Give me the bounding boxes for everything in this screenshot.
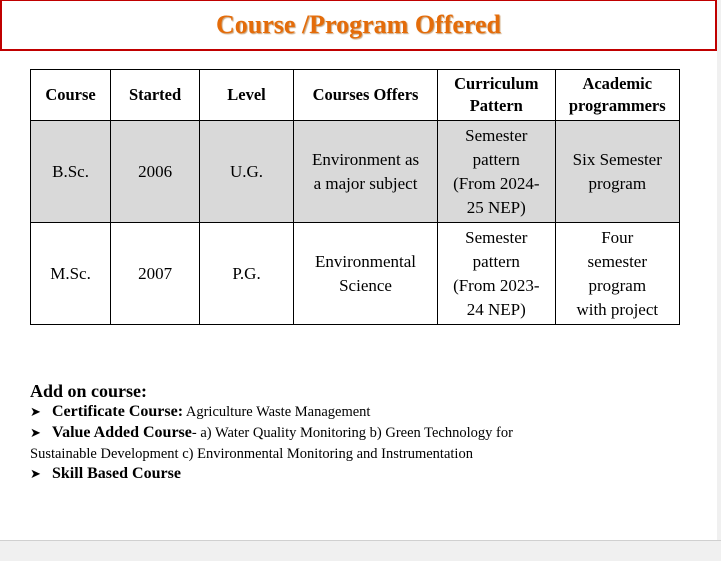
table-row	[31, 223, 680, 325]
header-pattern-line1: Curriculum	[454, 74, 539, 93]
addon-item-value-added	[30, 423, 690, 464]
page-title: Course /Program Offered	[216, 10, 501, 39]
addon-item-skill-based	[30, 464, 690, 485]
header-level: Level	[200, 70, 294, 121]
cell-started: 2006	[111, 121, 200, 223]
addon-item-text-continued: Sustainable Development c) Environmental Monitoring and Instrumentation	[30, 446, 473, 462]
cell-pattern-line4: 24 NEP)	[466, 299, 526, 319]
cell-courses-offers	[294, 223, 438, 325]
cell-started: 2007	[111, 223, 200, 325]
cell-pattern-line1: Semester	[465, 125, 528, 145]
cell-offers-line2: Science	[339, 275, 392, 295]
cell-course: M.Sc.	[31, 223, 111, 325]
addon-item-label: Skill Based Course	[52, 465, 181, 482]
addon-heading: Add on course:	[30, 381, 148, 401]
cell-pattern-line3: (From 2023-	[453, 275, 540, 295]
arrow-bullet-icon: ➤	[30, 405, 41, 420]
cell-courses-offers	[294, 121, 438, 223]
header-started: Started	[111, 70, 200, 121]
cell-academic-line1: Four	[601, 227, 634, 247]
cell-offers-line2: a major subject	[313, 173, 418, 193]
cell-pattern-line2: pattern	[472, 149, 520, 169]
addon-item-text: - a) Water Quality Monitoring b) Green Technology for	[191, 425, 513, 441]
addon-section	[30, 380, 690, 485]
cell-pattern-line1: Semester	[465, 227, 528, 247]
cell-academic-line4: with project	[576, 299, 659, 319]
cell-pattern-line3: (From 2024-	[453, 173, 540, 193]
cell-academic-programmers	[555, 121, 679, 223]
cell-curriculum-pattern	[438, 223, 556, 325]
window-edge	[717, 0, 721, 540]
bottom-bar	[0, 540, 721, 561]
arrow-bullet-icon: ➤	[30, 426, 41, 441]
cell-offers-line1: Environmental	[315, 251, 417, 271]
cell-offers-line1: Environment as	[311, 149, 420, 169]
header-academic-line1: Academic	[582, 74, 653, 93]
cell-level: P.G.	[200, 223, 294, 325]
cell-academic-line2: program	[588, 173, 647, 193]
header-course: Course	[31, 70, 111, 121]
header-curriculum-pattern	[438, 70, 556, 121]
cell-academic-line3: program	[588, 275, 647, 295]
header-academic-programmers	[555, 70, 679, 121]
header-academic-line2: programmers	[568, 96, 666, 115]
courses-table	[30, 69, 680, 325]
cell-pattern-line4: 25 NEP)	[466, 197, 526, 217]
header-pattern-line2: Pattern	[469, 96, 523, 115]
addon-item-label: Certificate Course:	[52, 403, 184, 420]
arrow-bullet-icon: ➤	[30, 467, 41, 482]
cell-academic-line1: Six Semester	[572, 149, 662, 169]
header-courses-offers: Courses Offers	[294, 70, 438, 121]
cell-pattern-line2: pattern	[472, 251, 520, 271]
cell-curriculum-pattern	[438, 121, 556, 223]
addon-item-text: Agriculture Waste Management	[183, 404, 371, 420]
cell-academic-line2: semester	[587, 251, 648, 271]
table-row	[31, 121, 680, 223]
cell-course: B.Sc.	[31, 121, 111, 223]
addon-item-label: Value Added Course	[52, 424, 192, 441]
cell-academic-programmers	[555, 223, 679, 325]
cell-level: U.G.	[200, 121, 294, 223]
addon-item-certificate	[30, 402, 690, 423]
table-header-row	[31, 70, 680, 121]
